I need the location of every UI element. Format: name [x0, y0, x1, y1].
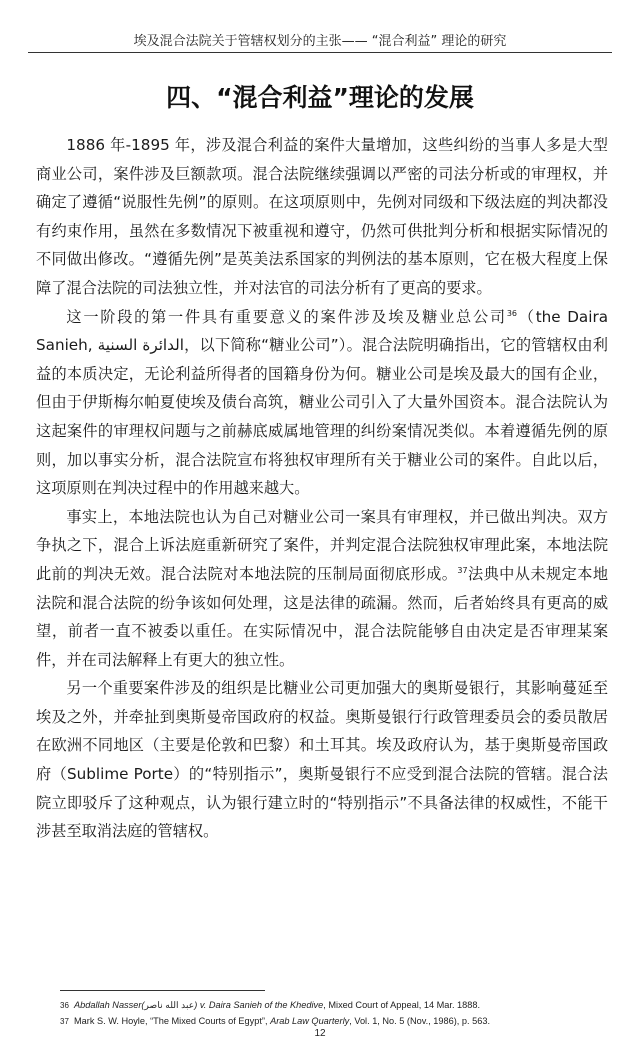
footnote-36: 36 Abdallah Nasser(عبد الله ناصر) v. Daira Sanieh of the Khedive, Mixed Court of Appeal, 14 Mar. 1888.: [60, 1000, 481, 1010]
body-text: [36, 131, 608, 846]
page-number: 12: [314, 1028, 326, 1039]
running-header: 埃及混合法院关于管辖权划分的主张—— “混合利益” 理论的研究: [133, 34, 507, 49]
footnote-rule: [60, 990, 265, 991]
paragraph-1: 1886 年-1895 年，涉及混合利益的案件大量增加，这些纠纷的当事人多是大型商业公司，案件涉及巨额款项。混合法院继续强调以严密的司法分析或的审理权，并确定了遵循“说服性先例”的原则。在这项原则中，先例对同级和下级法庭的判决都没有约束作用，虽然在多数情况下被重视和遵守，仍然可供批判分析和根据实际情况的不同做出修改。“遵循先例”是英美法系国家的判例法的基本原则，它在极大程度上保障了混合法院的司法独立性，并对法官的司法分析有了更高的要求。: [36, 136, 608, 297]
footnote-ref-36[interactable]: 36: [506, 308, 518, 318]
footnote-37: 37 Mark S. W. Hoyle, “The Mixed Courts of Egypt”, Arab Law Quarterly, Vol. 1, No. 5 (Nov., 1986), p. 563.: [60, 1015, 490, 1026]
paragraph-4: 另一个重要案件涉及的组织是比糖业公司更加强大的奥斯曼银行，其影响蔓延至埃及之外，并牵扯到奥斯曼帝国政府的权益。奥斯曼银行行政管理委员会的委员散居在欧洲不同地区（主要是伦敦和巴黎）和土耳其。埃及政府认为，基于奥斯曼帝国政府（Sublime Porte）的“特别指示”，奥斯曼银行不应受到混合法院的管辖。混合法院立即驳斥了这种观点，认为银行建立时的“特别指示”不具备法律的权威性，不能干涉甚至取消法庭的管辖权。: [36, 679, 608, 841]
footnotes: [60, 998, 620, 1029]
header-rule: [28, 52, 612, 53]
footnote-ref-37[interactable]: 37: [457, 565, 468, 575]
paragraph-2: 这一阶段的第一件具有重要意义的案件涉及埃及糖业总公司$^{36}$（the Daira Sanieh, الدائرة السنية，以下简称“糖业公司”）。混合法院明确指出，它的管辖权由利益的本质决定，无论利益所得者的国籍身份为何。糖业公司是埃及最大的国有企业，但由于伊斯梅尔帕夏使埃及债台高筑，糖业公司引入了大量外国资本。混合法院认为这起案件的审理权问题与之前赫底威属地管理的纠纷案情况类似。本着遵循先例的原则，加以事实分析，混合法院宣布将独权审理所有关于糖业公司的案件。自此以后，这项原则在判决过程中的作用越来越大。: [36, 307, 609, 498]
section-title: 四、“混合利益”理论的发展: [166, 83, 474, 112]
arabic-name: الدائرة السنية: [97, 336, 184, 355]
paragraph-3: 事实上，本地法院也认为自己对糖业公司一案具有审理权，并已做出判决。双方争执之下，混合上诉法庭重新研究了案件，并判定混合法院独权审理此案，本地法院此前的判决无效。混合法院对本地法院的压制局面彻底形成。$^{37}$法典中从未规定本地法院和混合法院的纷争该如何处理，这是法律的疏漏。然而，后者始终具有更高的威望，前者一直不被委以重任。在实际情况中，混合法院能够自由决定是否审理某案件，并在司法解释上有更大的独立性。: [36, 507, 609, 669]
